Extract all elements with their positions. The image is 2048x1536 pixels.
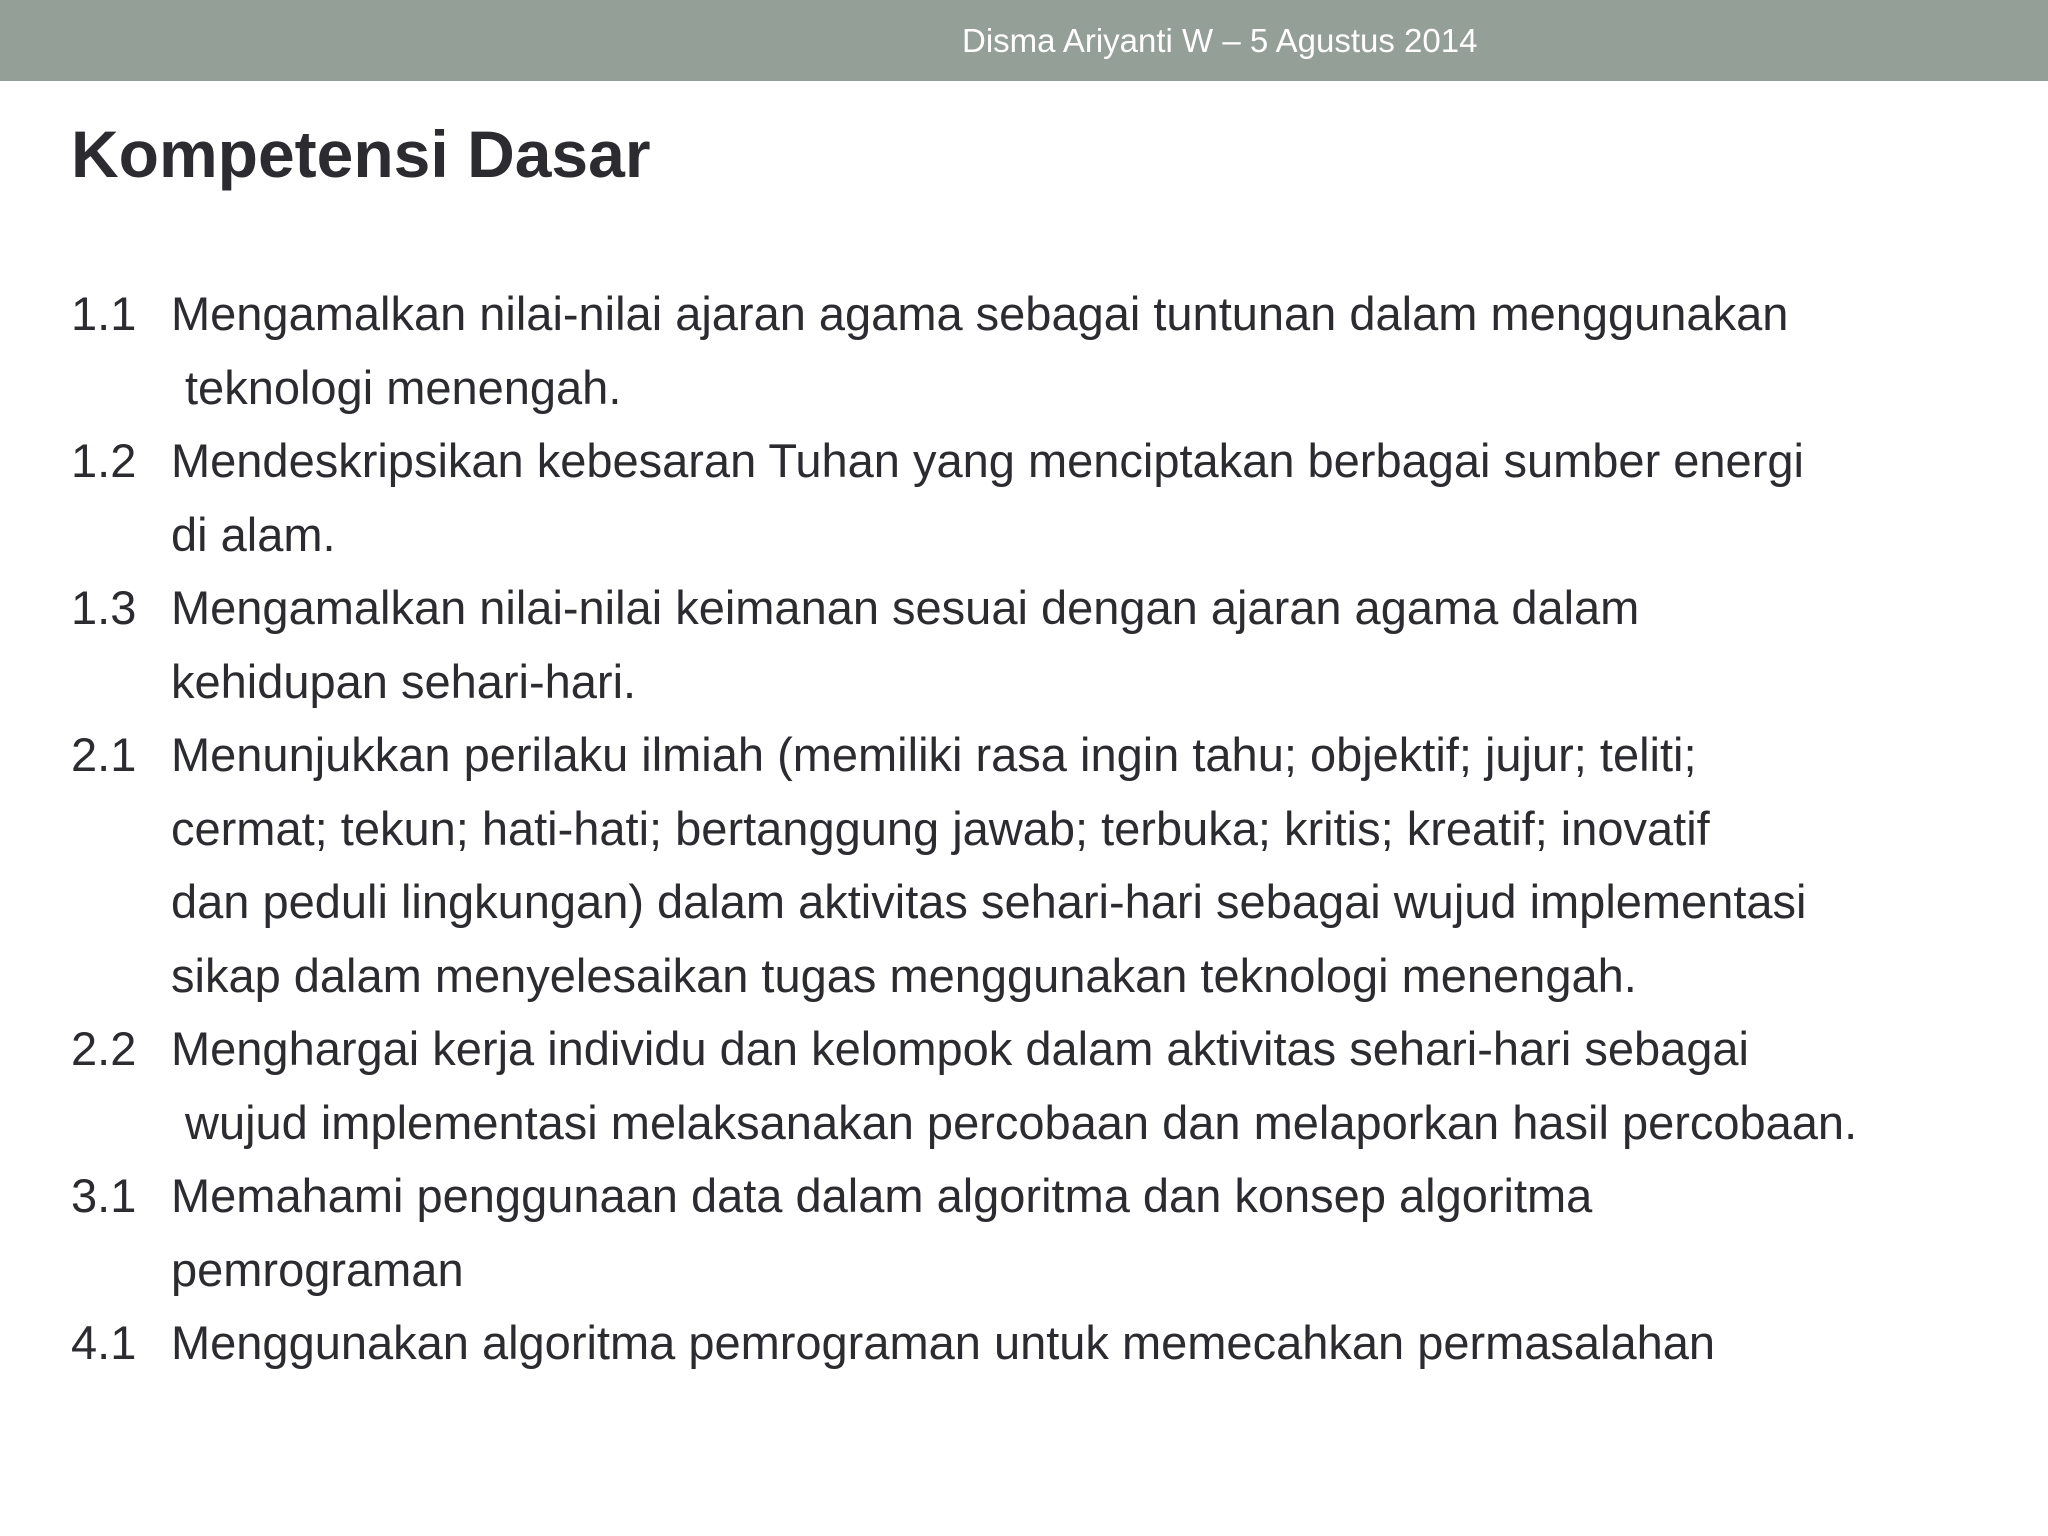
competency-line: Menunjukkan perilaku ilmiah (memiliki rasa ingin tahu; objektif; jujur; teliti; (171, 728, 1697, 781)
competency-line: Mendeskripsikan kebesaran Tuhan yang menciptakan berbagai sumber energi (171, 434, 1804, 487)
competency-line: teknologi menengah. (185, 360, 622, 414)
competency-line: Menghargai kerja individu dan kelompok dalam aktivitas sehari-hari sebagai (171, 1022, 1749, 1075)
competency-line: cermat; tekun; hati-hati; bertanggung jawab; terbuka; kritis; kreatif; inovatif (171, 801, 1710, 855)
competency-line: Mengamalkan nilai-nilai ajaran agama sebagai tuntunan dalam menggunakan (171, 287, 1789, 340)
competency-line: Mengamalkan nilai-nilai keimanan sesuai dengan ajaran agama dalam (171, 581, 1640, 634)
competency-number: 1.1 (71, 287, 137, 340)
competency-item (71, 571, 2031, 718)
competency-text (171, 424, 2031, 571)
competency-text (171, 1012, 2031, 1159)
competency-line: wujud implementasi melaksanakan percobaan dan melaporkan hasil percobaan. (185, 1095, 1858, 1149)
competency-line: sikap dalam menyelesaikan tugas menggunakan teknologi menengah. (171, 948, 1637, 1002)
competency-number: 2.2 (71, 1022, 137, 1075)
competency-text (171, 718, 2031, 1012)
competency-list (71, 277, 2031, 1380)
competency-line: Menggunakan algoritma pemrograman untuk memecahkan permasalahan (171, 1316, 1716, 1369)
competency-line: kehidupan sehari-hari. (171, 654, 637, 708)
competency-line: pemrograman (171, 1242, 464, 1296)
slide-title: Kompetensi Dasar (71, 117, 651, 191)
competency-item (71, 718, 2031, 1012)
competency-text (171, 277, 2031, 424)
competency-number: 4.1 (71, 1316, 137, 1369)
competency-item (71, 277, 2031, 424)
competency-line: Memahami penggunaan data dalam algoritma dan konsep algoritma (171, 1169, 1593, 1222)
header-author-date: Disma Ariyanti W – 5 Agustus 2014 (962, 22, 1478, 59)
competency-text (171, 571, 2031, 718)
competency-text (171, 1306, 2031, 1380)
competency-item (71, 1306, 2031, 1380)
competency-number: 1.2 (71, 434, 137, 487)
competency-number: 3.1 (71, 1169, 137, 1222)
competency-item (71, 424, 2031, 571)
competency-text (171, 1159, 2031, 1306)
header-bar (0, 0, 2048, 81)
competency-number: 2.1 (71, 728, 137, 781)
competency-item (71, 1012, 2031, 1159)
competency-line: dan peduli lingkungan) dalam aktivitas sehari-hari sebagai wujud implementasi (171, 875, 1807, 928)
competency-item (71, 1159, 2031, 1306)
competency-line: di alam. (171, 507, 336, 561)
competency-number: 1.3 (71, 581, 137, 634)
